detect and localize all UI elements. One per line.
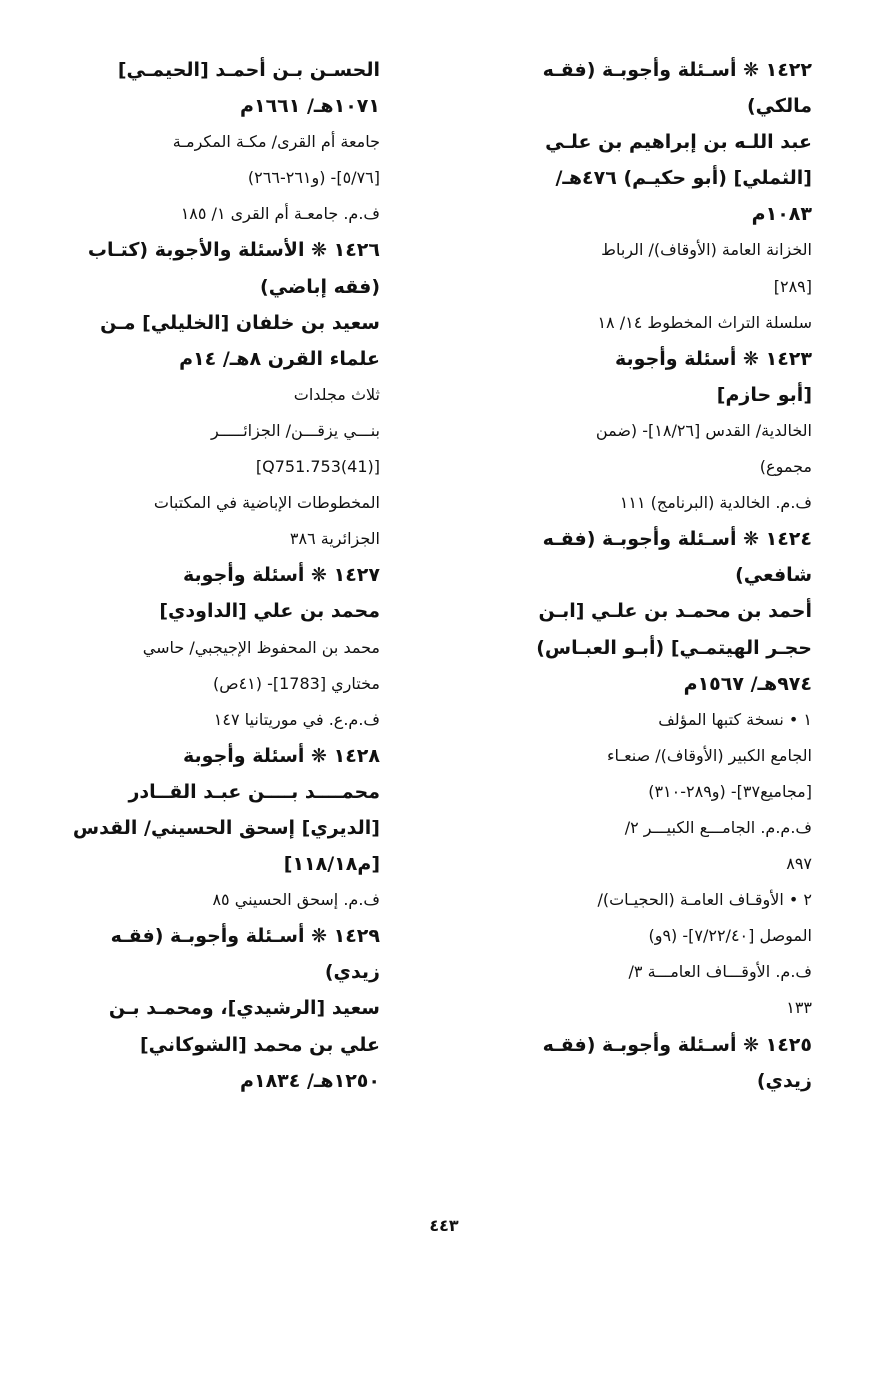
text-line: [أبو حازم] (716, 383, 812, 406)
text-line: ثلاث مجلدات (293, 384, 380, 404)
text-line: [٢٨٩] (773, 276, 812, 296)
text-line: ٢ • الأوقـاف العامـة (الحجيـات)/ (597, 890, 812, 910)
text-line: ١ • نسخة كتبها المؤلف (658, 709, 812, 729)
text-line: مالكي) (747, 95, 812, 118)
text-line: أحمد بن محمـد بن علـي [ابـن (538, 600, 812, 623)
text-line: ف.م.م. الجامـــع الكبيـــر ٢/ (624, 817, 812, 837)
entry-heading: ١٤٢٨ ❋ أسئلة وأجوبة (183, 744, 380, 767)
text-line: ١٣٣ (786, 998, 812, 1018)
text-line: بنـــي يزقـــن/ الجزائـــــر (210, 420, 380, 440)
text-line: سعيد بن خلفان [الخليلي] مـن (100, 311, 380, 334)
entry-heading: ١٤٢٩ ❋ أسـئلة وأجوبـة (فقـه (110, 925, 380, 948)
text-line: ٩٧٤هـ/ ١٥٦٧م (683, 672, 812, 695)
text-line: [مجاميع٣٧]- (و٢٨٩-٣١٠) (648, 781, 812, 801)
text-line: الحسـن بـن أحمـد [الحيمـي] (117, 59, 380, 81)
text-line: شافعي) (735, 564, 812, 587)
text-line: ف.م. إسحق الحسيني ٨٥ (212, 890, 380, 910)
entry-heading: ١٤٢٧ ❋ أسئلة وأجوبة (183, 564, 380, 587)
right-column (476, 52, 812, 1099)
text-line: [الثملي] (أبو حكيـم) ٤٧٦هـ/ (555, 167, 812, 190)
text-line: محمــــد بــــن عبـد القــادر (128, 780, 380, 803)
entry-heading: ١٤٢٦ ❋ الأسئلة والأجوبة (كتـاب (87, 239, 380, 262)
text-line: زيدي) (324, 961, 380, 984)
text-line: الخالدية/ القدس [١٨/٢٦]- (ضمن (595, 420, 812, 440)
text-line: ف.م.ع. في موريتانيا ١٤٧ (213, 709, 380, 729)
text-line: [م١١٨/١٨] (283, 853, 380, 876)
entry-heading: ١٤٢٤ ❋ أسـئلة وأجوبـة (فقـه (542, 528, 812, 551)
text-line: ١٠٧١هـ/ ١٦٦١م (240, 95, 380, 118)
left-column (72, 52, 380, 1099)
text-line: الموصل [٧/٢٢/٤٠]- (٩و) (648, 926, 812, 946)
text-line: محمد بن علي [الداودي] (159, 600, 380, 623)
text-line: علي بن محمد [الشوكاني] (139, 1033, 380, 1056)
text-line: ١٢٥٠هـ/ ١٨٣٤م (240, 1069, 380, 1092)
text-line: محمد بن المحفوظ الإجيجبي/ حاسي (142, 637, 380, 657)
text-line: ف.م. الخالدية (البرنامج) ١١١ (619, 493, 812, 513)
text-line: (فقه إباضي) (260, 275, 380, 298)
text-line: [(41)Q751.753] (255, 457, 380, 477)
text-line: سعيد [الرشيدي]، ومحمـد بـن (108, 997, 380, 1020)
text-line: [الديري] إسحق الحسيني/ القدس (72, 816, 380, 839)
text-line: حجـر الهيتمـي] (أبـو العبـاس) (536, 636, 812, 659)
entry-heading: ١٤٢٣ ❋ أسئلة وأجوبة (615, 347, 812, 370)
text-line: عبد اللـه بن إبراهيم بن علـي (545, 131, 812, 154)
text-line: مجموع) (759, 457, 812, 477)
text-line: جامعة أم القرى/ مكـة المكرمـة (172, 132, 380, 152)
text-line: ف.م. الأوقـــاف العامـــة ٣/ (628, 962, 812, 982)
text-line: زيدي) (756, 1069, 812, 1092)
page-number: ٤٤٣ (429, 1216, 459, 1235)
text-line: المخطوطات الإباضية في المكتبات (153, 493, 380, 513)
entry-heading: ١٤٢٢ ❋ أسـئلة وأجوبـة (فقـه (542, 59, 812, 81)
text-line: ف.م. جامعـة أم القرى ١/ ١٨٥ (180, 204, 380, 224)
text-line: الجزائرية ٣٨٦ (289, 529, 380, 549)
text-line: [٥/٧٦]- (و٢٦١-٢٦٦) (247, 168, 380, 188)
text-line: الجامع الكبير (الأوقاف)/ صنعـاء (606, 745, 812, 765)
text-line: ٨٩٧ (786, 854, 812, 874)
text-line: سلسلة التراث المخطوط ١٤/ ١٨ (597, 312, 812, 332)
entry-heading: ١٤٢٥ ❋ أسـئلة وأجوبـة (فقـه (542, 1033, 812, 1056)
text-line: ١٠٨٣م (751, 203, 812, 226)
text-line: مختاري [1783]- (٤١ص) (212, 673, 380, 693)
text-line: الخزانة العامة (الأوقاف)/ الرباط (601, 240, 812, 260)
text-line: علماء القرن ٨هـ/ ١٤م (179, 347, 380, 370)
